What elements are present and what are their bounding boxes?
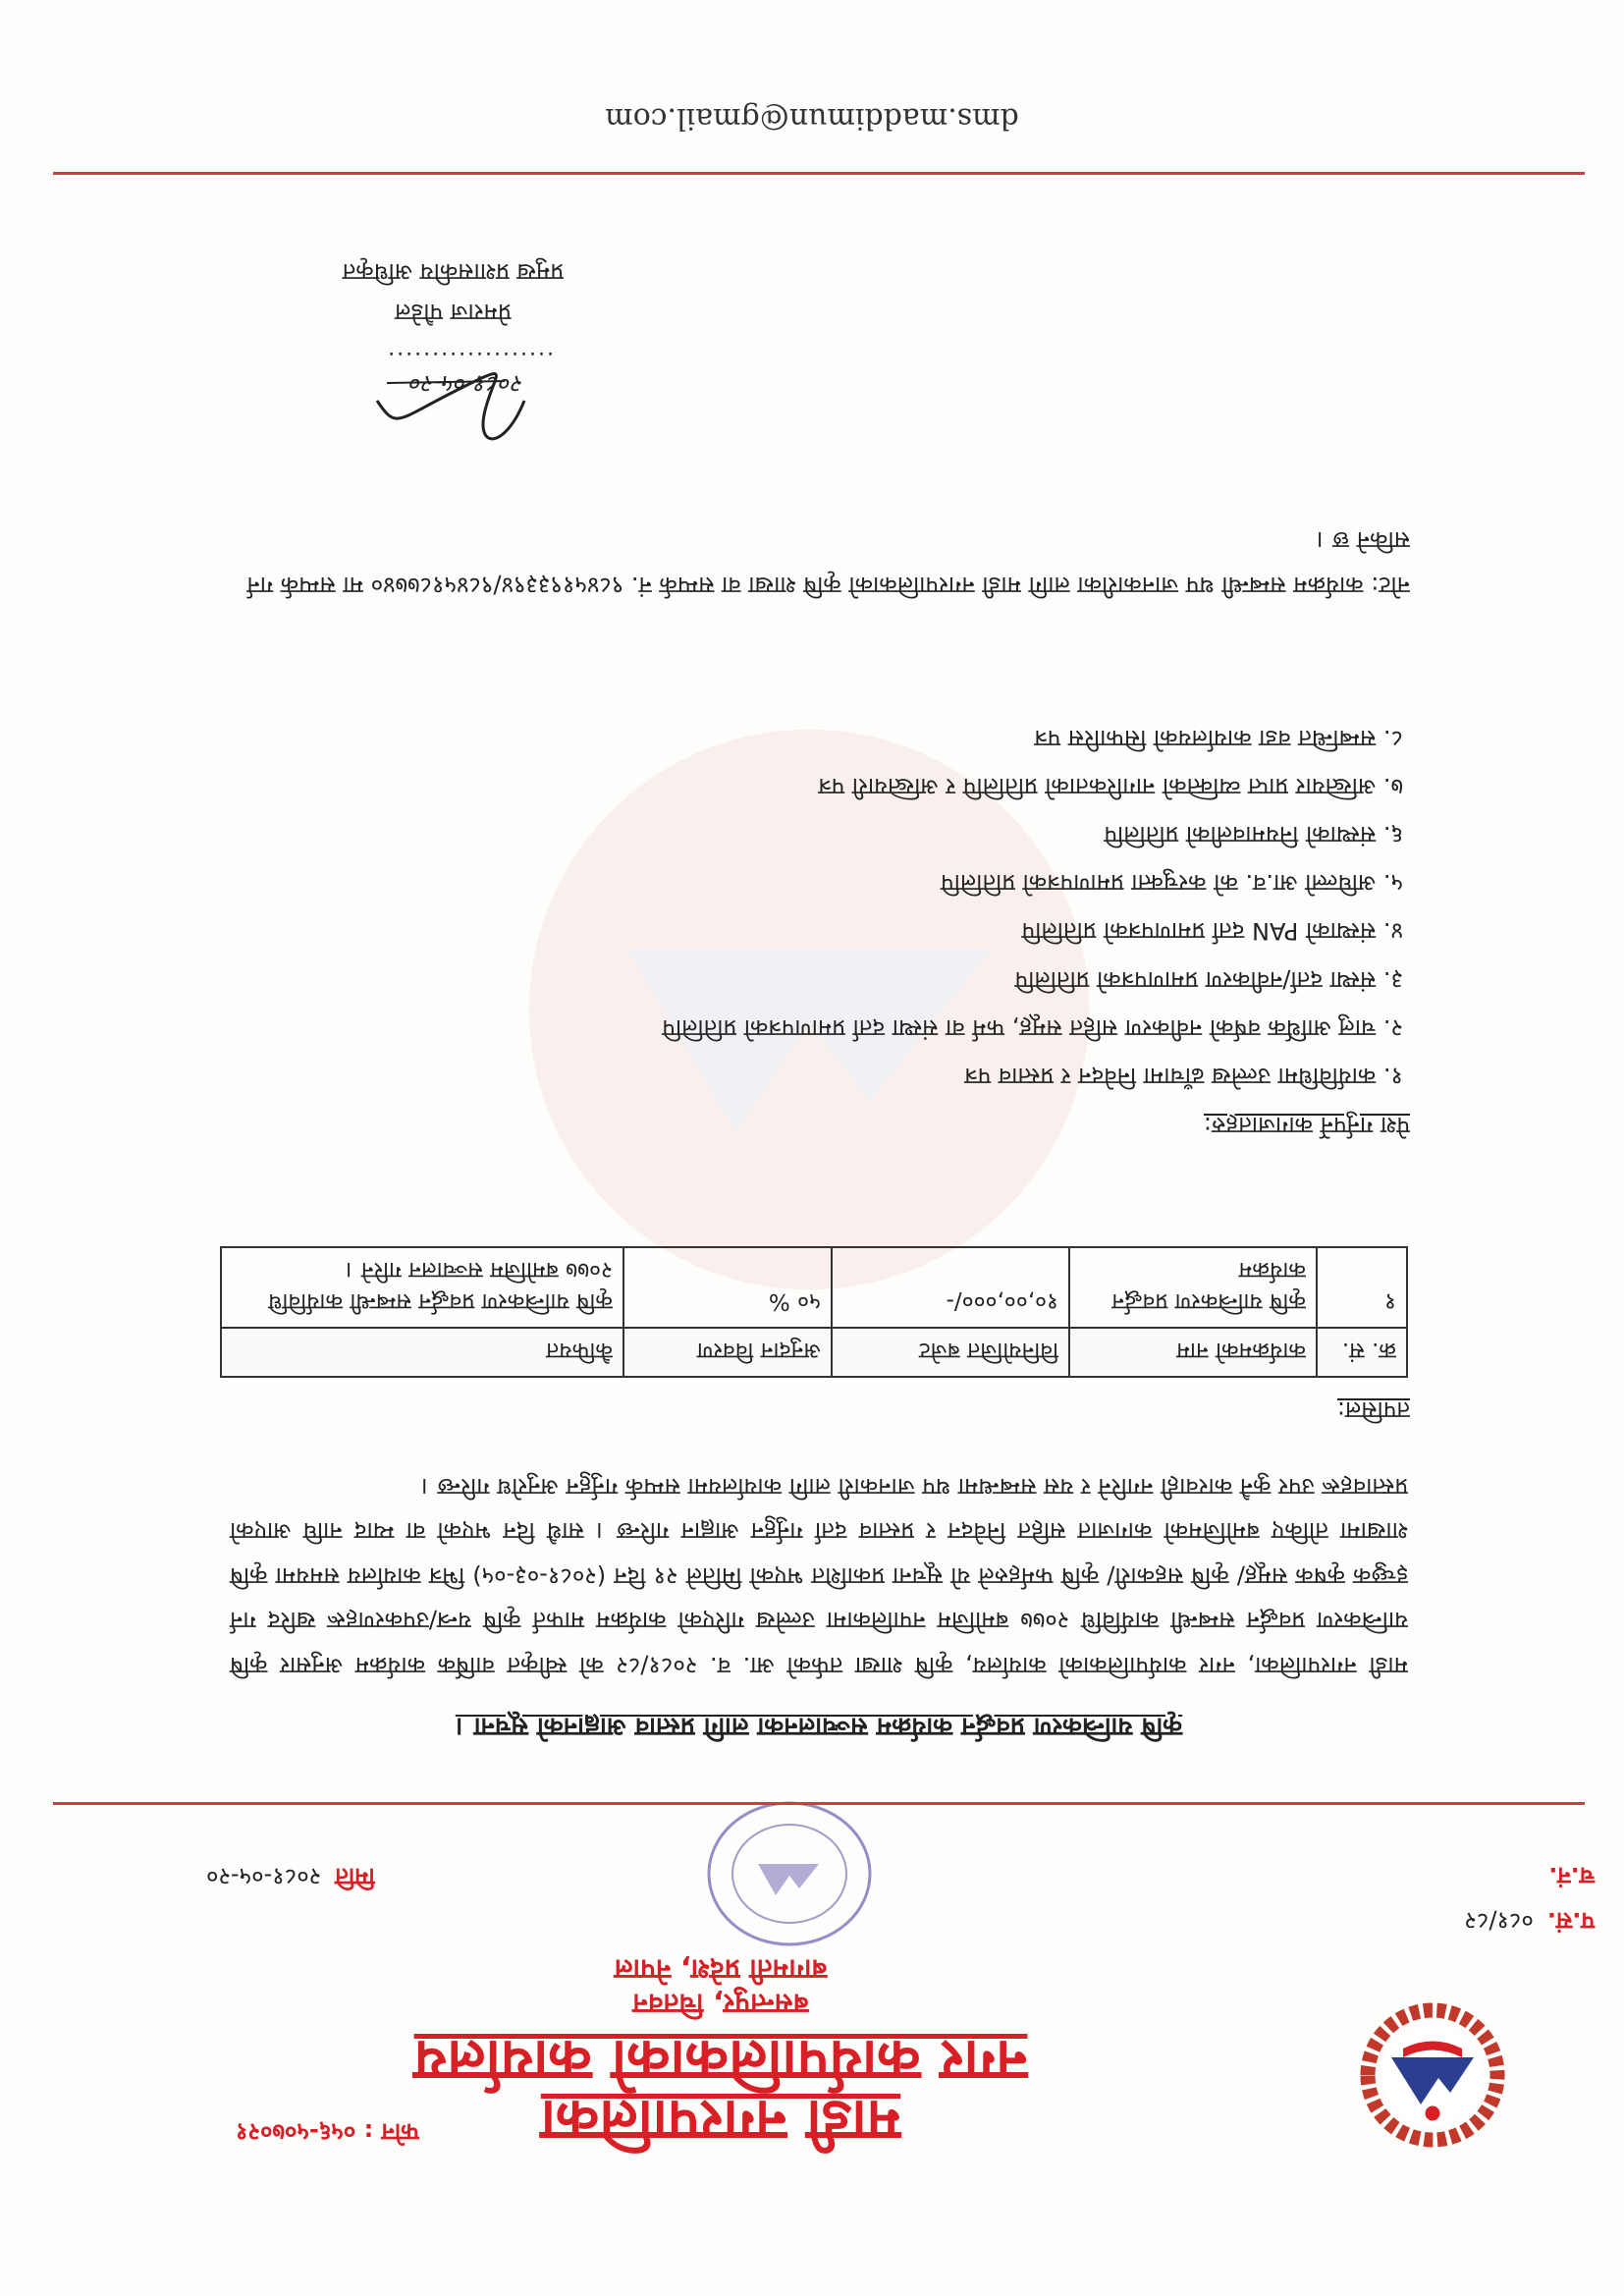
date-value: २०८१-०५-२० [206, 1863, 322, 1890]
list-item: ३. संस्था दर्ता/नवीकरण प्रमाणपत्रको प्रतिलिपि [1014, 965, 1403, 994]
list-item: २. चालु आर्थिक वर्षको नवीकरण सहित समूह, फर्म वा संस्था दर्ता प्रमाणपत्रको प्रतिलिपि [662, 1013, 1403, 1042]
cell-program-name: कृषि यान्त्रिकरण प्रवर्द्धन कार्यक्रम [1069, 1247, 1317, 1328]
col-serial: क्र. सं. [1317, 1328, 1407, 1377]
list-item: ५. अघिल्लो आ.व. को करचुक्ता प्रमाणपत्रको प्रतिलिपि [941, 869, 1403, 898]
cell-remarks: कृषि यान्त्रिकरण प्रवर्द्धन सम्बन्धी कार्यविधि २०७७ बमोजिम सञ्चालन गरिने । [221, 1247, 623, 1328]
nepal-emblem-icon [1359, 2001, 1506, 2149]
table-row [221, 1247, 1407, 1328]
letter-date [206, 1861, 375, 1893]
program-table [220, 1246, 1408, 1378]
list-item: ८. सम्बन्धित वडा कार्यालयको सिफारिस पत्र [1034, 724, 1403, 752]
documents-list [662, 714, 1403, 1101]
footer-divider [53, 172, 1585, 175]
municipality-name: माडी नगरपालिका [540, 2088, 901, 2155]
col-budget: विनियोजित बजेट [832, 1328, 1069, 1377]
col-subsidy: अनुदान विवरण [623, 1328, 832, 1377]
signature-dots: ................... [386, 347, 554, 371]
signature-date: २०८१-०५-२० [409, 370, 524, 398]
address-line: बसन्तपुर, चितवन [632, 1988, 809, 2020]
office-name: नगर कार्यपालिकाको कार्यालय [413, 2028, 1028, 2096]
notice-body: माडी नगरपालिका, नगर कार्यपालिकाको कार्यालय, कृषि शाखा तर्फको आ. व. २०८१/८२ को स्वीकृत वार्षिक कार्यक्रम अनुसार कृषि यान्त्रिकरण प्रवर्द्धन सम्बन्धी कार्यविधि २०७७ बमोजिम नपालिकामा उल्लेख गरिएको कार्यक्रम माफर्त कृषि यन्त्र/उपकरणहरू खरिद गर्न इच्छुक कृषक समूह/ कृषि सहकारी/ कृषि फर्महरुले यो सूचना प्रकाशित भएको मितिले २१ दिन (२०८१-०३-०५) भित्र कार्यालय समयमा कृषि शाखामा तोकिए बमोजिमको कागजात सहित निवेदन र प्रस्ताव दर्ता गर्नुहुन आह्वान गरिन्छ । साथै दिन भएको वा म्याद नाघि आएको प्रस्तावहरू उपर कुनै कारवाही नगरिने र यस सम्बन्धमा थप जानकारी लागि कार्यालयमा सम्पर्क गर्नुहुन अनुरोध गरिन्छ । [230, 1472, 1408, 1679]
signer-block [343, 251, 564, 332]
phone-number: फोन : ०५६-५०७०२१ [236, 2118, 419, 2146]
contact-note: नोट: कार्यक्रम सम्बन्धी थप जानकारीका लागि माडी नगरपालिकाको कृषि शाखा वा सम्पर्क नं. ९८४५१९३३९४/९८४५१८७७४० मा सम्पर्क गर्न सकिने छ । [246, 526, 1410, 599]
date-label: मिति [335, 1863, 375, 1890]
list-item: ४. संस्थाको PAN दर्ता प्रमाणपत्रको प्रतिलिपि [1021, 917, 1403, 946]
ref-number [1464, 1897, 1595, 1942]
col-remarks: कैफियत [221, 1328, 623, 1377]
province-line: बागमती प्रदेश, नेपाल [614, 1953, 828, 1986]
signer-name: प्रेमराज पौडेल [395, 299, 512, 326]
reference-block [1464, 1853, 1595, 1942]
office-seal-icon [701, 1795, 878, 1952]
documents-label: पेश गर्नुपर्ने कागजातहरु: [1203, 1112, 1410, 1139]
list-item: ६. संस्थाको नियमावलीको प्रतिलिपि [1104, 821, 1403, 849]
cell-budget: १०,००,०००/- [832, 1247, 1069, 1328]
dispatch-number [1464, 1853, 1595, 1898]
cell-subsidy: ५० % [623, 1247, 832, 1328]
list-item: ७. अख्तियार प्राप्त व्यक्तिको नागरिकताको प्रतिलिपि र अख्तियारी पत्र [818, 772, 1403, 800]
office-title [308, 2028, 1133, 2155]
cell-serial: १ [1317, 1247, 1407, 1328]
cn-label: च.नं. [1548, 1862, 1595, 1890]
office-address [308, 1952, 1133, 2021]
footer-email: dms.maddimun@gmail.com [605, 101, 1019, 136]
schedule-label: तपसिल: [1336, 1396, 1410, 1424]
col-program-name: कार्यक्रमको नाम [1069, 1328, 1317, 1377]
signer-title: प्रमुख प्रशासकीय अधिकृत [342, 258, 564, 287]
table-header-row [221, 1328, 1407, 1377]
header-divider [53, 1802, 1585, 1805]
ref-value: ०८१/८२ [1464, 1907, 1534, 1935]
subject-line: कृषि यान्त्रिकरण प्रवर्द्धन कार्यक्रम सञ्चालनका लागि प्रस्ताव आह्वानको सूचना । [455, 1712, 1183, 1741]
list-item: १. कार्यविधिमा उल्लेख ढाँचामा निवेदन र प्रस्ताव पत्र [964, 1063, 1403, 1090]
ref-label: प.सं. [1546, 1907, 1595, 1935]
